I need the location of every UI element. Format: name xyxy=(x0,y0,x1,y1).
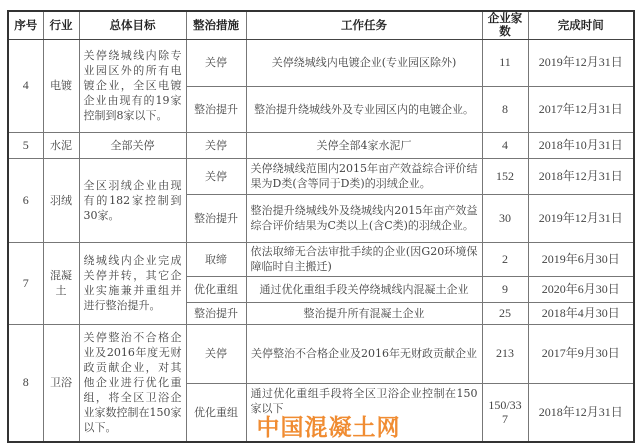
completion-date: 2018年4月30日 xyxy=(528,302,634,324)
measure: 关停 xyxy=(186,132,246,158)
row-number: 7 xyxy=(8,242,43,324)
overall-goal: 关停整治不合格企业及2016年度无财政贡献企业，对其他企业进行优化重组，将全区卫浴企业家数控制在150家以下。 xyxy=(79,324,186,442)
watermark: 中国混凝土网 xyxy=(256,414,401,441)
enterprise-count: 4 xyxy=(482,132,528,158)
enterprise-count: 213 xyxy=(482,324,528,383)
work-task: 通过优化重组手段将全区卫浴企业控制在150家以下 xyxy=(250,386,478,415)
column-header: 企业家数 xyxy=(482,11,528,39)
enterprise-count: 11 xyxy=(482,39,528,86)
column-header: 行业 xyxy=(43,11,79,39)
work-task: 整治提升所有混凝土企业 xyxy=(246,302,482,324)
work-task: 关停整治不合格企业及2016年无财政贡献企业 xyxy=(246,324,482,383)
completion-date: 2017年12月31日 xyxy=(528,86,634,132)
enterprise-count: 2 xyxy=(482,242,528,276)
completion-date: 2019年12月31日 xyxy=(528,194,634,242)
enterprise-count: 152 xyxy=(482,158,528,194)
completion-date: 2018年12月31日 xyxy=(528,158,634,194)
enterprise-count: 30 xyxy=(482,194,528,242)
completion-date: 2018年10月31日 xyxy=(528,132,634,158)
work-task-cell xyxy=(246,383,482,442)
row-number: 8 xyxy=(8,324,43,442)
row-number: 5 xyxy=(8,132,43,158)
overall-goal: 关停绕城线内除专业园区外的所有电镀企业，全区电镀企业由现有的19家控制到8家以下。 xyxy=(79,39,186,132)
industry: 卫浴 xyxy=(43,324,79,442)
work-task: 通过优化重组手段关停绕城线内混凝土企业 xyxy=(246,276,482,302)
completion-date: 2019年12月31日 xyxy=(528,39,634,86)
table-row xyxy=(8,39,634,86)
column-header: 工作任务 xyxy=(246,11,482,39)
column-header: 整治措施 xyxy=(186,11,246,39)
table-row xyxy=(8,158,634,194)
measure: 整治提升 xyxy=(186,194,246,242)
enterprise-count: 9 xyxy=(482,276,528,302)
table-row xyxy=(8,242,634,276)
overall-goal: 全部关停 xyxy=(79,132,186,158)
column-header: 序号 xyxy=(8,11,43,39)
measure: 关停 xyxy=(186,39,246,86)
work-task: 关停绕城线范围内2015年亩产效益综合评价结果为D类(含等同于D类)的羽绒企业。 xyxy=(246,158,482,194)
column-header: 总体目标 xyxy=(79,11,186,39)
measure: 关停 xyxy=(186,324,246,383)
table-row xyxy=(8,324,634,383)
row-number: 6 xyxy=(8,158,43,242)
completion-date: 2018年12月31日 xyxy=(528,383,634,442)
measure: 整治提升 xyxy=(186,302,246,324)
measure: 关停 xyxy=(186,158,246,194)
completion-date: 2019年6月30日 xyxy=(528,242,634,276)
measure: 优化重组 xyxy=(186,276,246,302)
enterprise-count: 150/337 xyxy=(482,383,528,442)
enterprise-count: 25 xyxy=(482,302,528,324)
work-task: 依法取缔无合法审批手续的企业(因G20环境保障临时自主搬迁) xyxy=(246,242,482,276)
industry: 水泥 xyxy=(43,132,79,158)
overall-goal: 全区羽绒企业由现有的182家控制到30家。 xyxy=(79,158,186,242)
column-header: 完成时间 xyxy=(528,11,634,39)
industry: 羽绒 xyxy=(43,158,79,242)
work-task: 关停全部4家水泥厂 xyxy=(246,132,482,158)
rectification-table xyxy=(7,10,635,443)
completion-date: 2020年6月30日 xyxy=(528,276,634,302)
work-task: 关停绕城线内电镀企业(专业园区除外) xyxy=(246,39,482,86)
overall-goal: 绕城线内企业完成关停并转，其它企业实施兼并重组并进行整治提升。 xyxy=(79,242,186,324)
table-row xyxy=(8,132,634,158)
measure: 优化重组 xyxy=(186,383,246,442)
measure: 整治提升 xyxy=(186,86,246,132)
industry: 电镀 xyxy=(43,39,79,132)
work-task: 整治提升绕城线外及绕城线内2015年亩产效益综合评价结果为C类以上(含C类)的羽绒企业。 xyxy=(246,194,482,242)
completion-date: 2017年9月30日 xyxy=(528,324,634,383)
industry: 混凝土 xyxy=(43,242,79,324)
work-task: 整治提升绕城线外及专业园区内的电镀企业。 xyxy=(246,86,482,132)
row-number: 4 xyxy=(8,39,43,132)
measure: 取缔 xyxy=(186,242,246,276)
enterprise-count: 8 xyxy=(482,86,528,132)
